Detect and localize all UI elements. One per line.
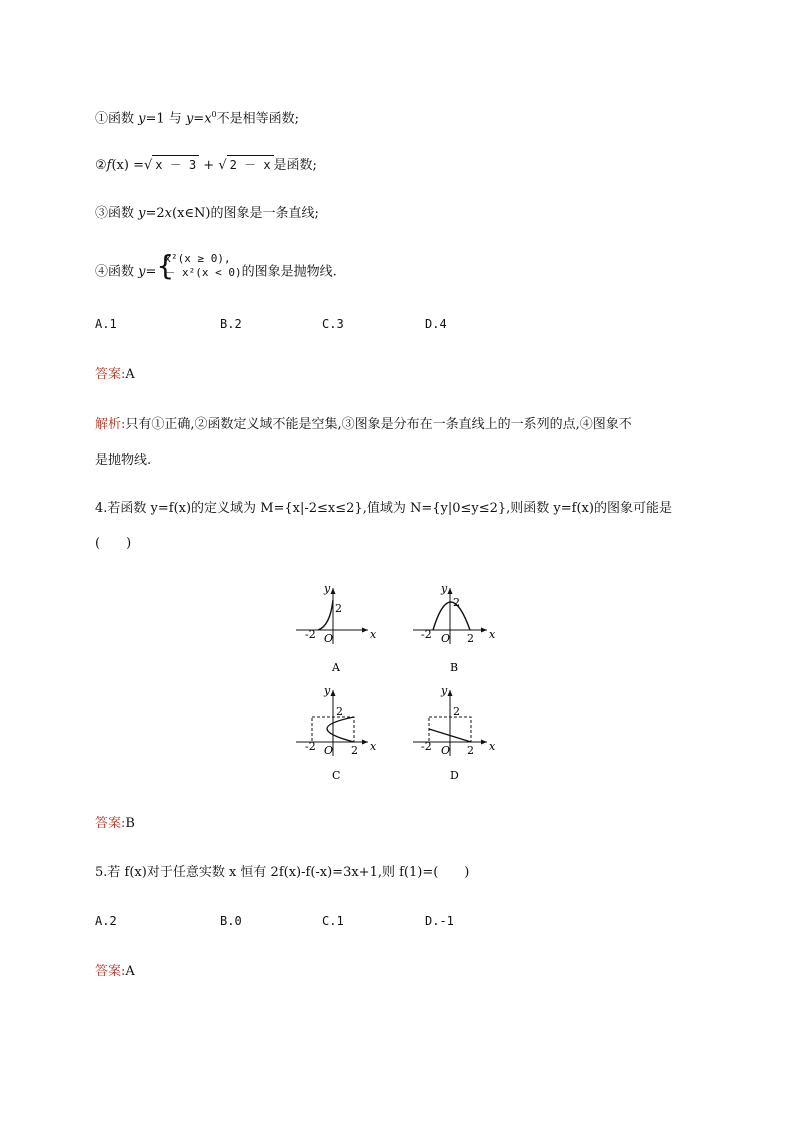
x-label: x xyxy=(489,628,496,641)
q3-option-b: B.2 xyxy=(220,317,242,331)
q3-answer xyxy=(95,366,135,384)
tick-2: 2 xyxy=(467,744,474,757)
statement-4-eq: = xyxy=(145,264,157,280)
var-x: x xyxy=(204,111,212,127)
origin-label: O xyxy=(441,744,451,757)
x-arrow xyxy=(481,740,487,745)
statement-1-eq2: = xyxy=(193,111,205,127)
x-label: x xyxy=(370,628,377,641)
statement-2 xyxy=(95,155,317,175)
x-arrow xyxy=(481,628,487,633)
answer-value: A xyxy=(125,367,135,382)
var-y: y xyxy=(138,111,146,127)
q3-option-a: A.1 xyxy=(95,317,117,331)
statement-2-paren: (x) = xyxy=(111,158,144,173)
tick-2: 2 xyxy=(335,602,342,615)
statement-4-suffix: 的图象是抛物线. xyxy=(241,264,337,280)
statement-1-suffix: 不是相等函数; xyxy=(216,111,300,127)
graph-figures xyxy=(0,578,794,808)
tick-2: 2 xyxy=(467,632,474,645)
exponent: 0 xyxy=(211,110,217,119)
radicand-2-text: 2 － x xyxy=(227,155,274,174)
q3-option-d: D.4 xyxy=(425,317,447,331)
tick-neg2: -2 xyxy=(421,628,432,641)
y-arrow xyxy=(448,588,453,594)
var-y: y xyxy=(138,206,146,221)
analysis-text-2: 是抛物线. xyxy=(95,453,152,468)
radicand-1-text: x － 3 xyxy=(152,155,199,174)
q3-option-c: C.3 xyxy=(322,317,344,331)
statement-4 xyxy=(95,249,337,286)
question-4-blank xyxy=(95,535,131,553)
q5-option-b: B.0 xyxy=(220,914,242,928)
sqrt-sign: √ xyxy=(218,158,227,173)
answer-value: B xyxy=(125,816,135,831)
tick-neg2: -2 xyxy=(421,740,432,753)
x-arrow xyxy=(362,740,368,745)
answer-label: 答案: xyxy=(95,964,126,979)
piece-2: － x²(x < 0) xyxy=(164,266,242,279)
var-x: x xyxy=(164,206,173,221)
statement-1 xyxy=(95,106,299,128)
statement-2-prefix: ② xyxy=(95,158,107,173)
piece-1: x²(x ≥ 0), xyxy=(164,252,231,265)
curve xyxy=(327,717,354,742)
y-arrow xyxy=(331,690,336,696)
curve xyxy=(433,602,470,630)
answer-label: 答案: xyxy=(95,367,126,382)
question-5-text: 5.若 f(x)对于任意实数 x 恒有 2f(x)-f(-x)=3x+1,则 f(1)=( ) xyxy=(95,865,470,880)
tick-2-y: 2 xyxy=(453,705,460,718)
origin-label: O xyxy=(441,632,451,645)
tick-2-y: 2 xyxy=(453,596,460,609)
tick-2: 2 xyxy=(351,744,358,757)
statement-3-eq: =2 xyxy=(145,206,165,221)
x-label: x xyxy=(370,740,377,753)
y-label: y xyxy=(324,582,331,595)
statement-1-prefix: ①函数 xyxy=(95,111,139,127)
var-y: y xyxy=(185,111,194,127)
var-y: y xyxy=(138,264,146,280)
origin-label: O xyxy=(324,744,334,757)
question-5 xyxy=(95,864,469,882)
question-4-text: 4.若函数 y=f(x)的定义域为 M={x|-2≤x≤2},值域为 N={y|0≤y≤2},则函数 y=f(x)的图象可能是 xyxy=(95,501,672,516)
tick-neg2: -2 xyxy=(305,628,316,641)
piecewise xyxy=(156,249,242,282)
graph-a xyxy=(296,582,377,674)
q5-option-d: D.-1 xyxy=(425,914,454,928)
question-4 xyxy=(95,500,672,518)
statement-3-suffix: 的图象是一条直线; xyxy=(210,206,319,221)
plus: + xyxy=(199,158,219,173)
graph-d xyxy=(413,684,496,782)
caption-d: D xyxy=(450,769,459,782)
q3-analysis xyxy=(95,416,632,434)
statement-3 xyxy=(95,205,319,223)
y-label: y xyxy=(324,684,331,697)
brace: { xyxy=(156,249,175,282)
y-label: y xyxy=(441,684,448,697)
tick-2-y: 2 xyxy=(336,705,343,718)
caption-c: C xyxy=(332,769,341,782)
q5-answer xyxy=(95,963,135,981)
answer-value: A xyxy=(125,964,135,979)
x-label: x xyxy=(489,740,496,753)
analysis-text-1: 只有①正确,②函数定义域不能是空集,③图象是分布在一条直线上的一系列的点,④图象不 xyxy=(125,417,632,432)
statement-4-prefix: ④函数 xyxy=(95,264,139,280)
curve xyxy=(318,600,333,630)
caption-a: A xyxy=(332,661,340,674)
q3-analysis-cont xyxy=(95,452,151,470)
func-f: f xyxy=(106,158,112,173)
statement-3-prefix: ③函数 xyxy=(95,206,139,221)
answer-label: 答案: xyxy=(95,816,126,831)
sqrt-sign: √ xyxy=(143,158,153,173)
radicand-1 xyxy=(152,155,199,174)
q4-answer xyxy=(95,815,135,833)
statement-2-suffix: 是函数; xyxy=(273,158,317,173)
statement-3-cond: (x∈N) xyxy=(172,206,211,221)
y-arrow xyxy=(331,588,336,594)
statement-1-eq1: =1 与 xyxy=(145,111,186,127)
answer-blank: ( ) xyxy=(95,536,132,551)
caption-b: B xyxy=(450,661,459,674)
x-arrow xyxy=(362,628,368,633)
q5-option-c: C.1 xyxy=(322,914,344,928)
radicand-2 xyxy=(227,155,274,174)
graph-c xyxy=(296,684,377,782)
y-arrow xyxy=(448,690,453,696)
origin-label: O xyxy=(324,632,334,645)
q5-option-a: A.2 xyxy=(95,914,117,928)
graph-b xyxy=(413,582,496,674)
y-label: y xyxy=(441,582,448,595)
analysis-label: 解析: xyxy=(95,417,126,432)
tick-neg2: -2 xyxy=(305,740,316,753)
